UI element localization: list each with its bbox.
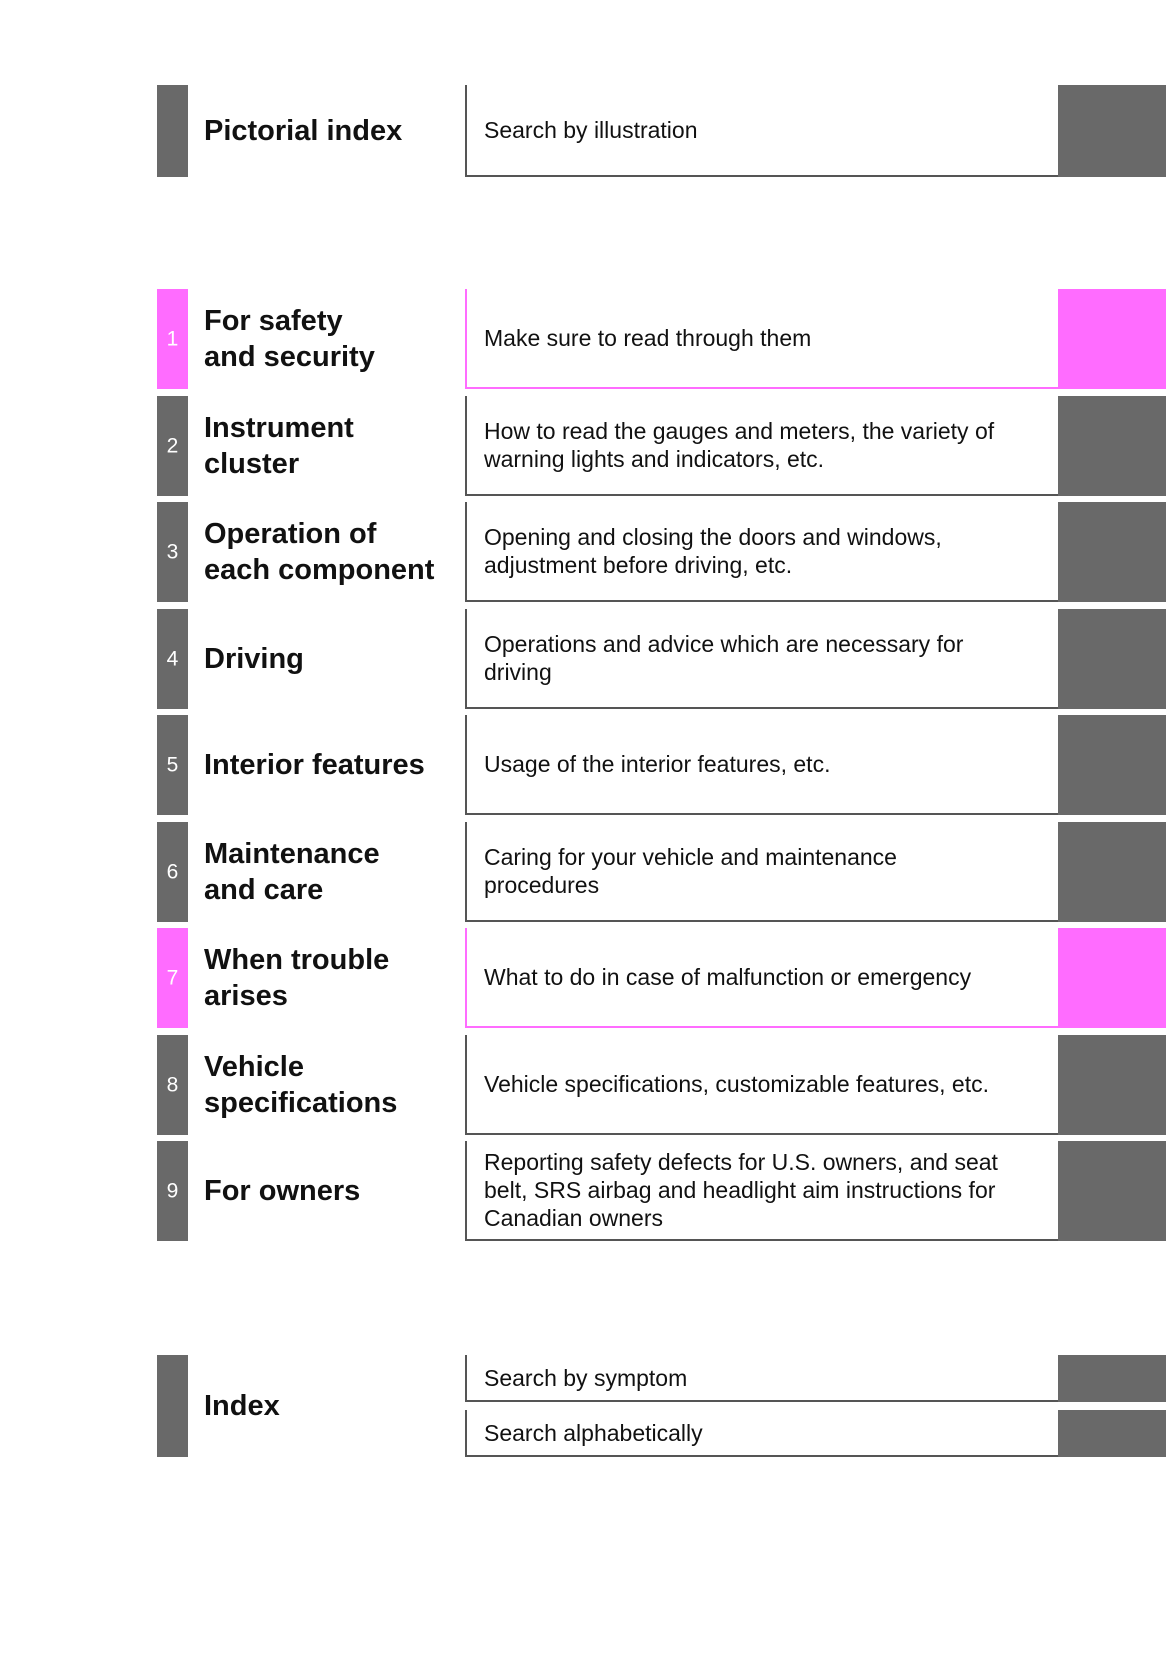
chapter-9-title: For owners (204, 1175, 361, 1207)
pictorial-index-row[interactable] (157, 85, 1166, 177)
pictorial-index-tab[interactable] (1058, 85, 1166, 177)
index-search-symptom-tab[interactable] (1058, 1355, 1166, 1402)
chapter-2-side-bar (157, 396, 188, 496)
chapter-3-side-bar (157, 502, 188, 602)
chapter-6-side-bar (157, 822, 188, 922)
chapter-5-description: Usage of the interior features, etc. (484, 751, 831, 777)
pictorial-index-description: Search by illustration (484, 117, 698, 143)
chapter-8-side-bar (157, 1035, 188, 1135)
chapter-1-description-box (465, 289, 1058, 389)
index-search-symptom-label: Search by symptom (484, 1364, 688, 1391)
chapter-6-tab[interactable] (1058, 822, 1166, 922)
chapter-9-description-box (465, 1141, 1058, 1241)
chapter-9-number: 9 (166, 1179, 179, 1203)
chapter-row-9[interactable] (157, 1141, 1166, 1241)
chapter-row-5[interactable] (157, 715, 1166, 815)
chapter-4-title: Driving (204, 643, 304, 675)
chapter-5-tab[interactable] (1058, 715, 1166, 815)
chapter-9-tab[interactable] (1058, 1141, 1166, 1241)
pictorial-index-description-box (465, 85, 1058, 177)
chapter-7-title: When trouble arises (204, 944, 390, 1012)
chapter-1-number: 1 (166, 327, 179, 351)
chapter-6-description-box (465, 822, 1058, 922)
chapter-9-description: Reporting safety defects for U.S. owners, and seat belt, SRS airbag and headlight aim instructions for Canadian owners (484, 1149, 998, 1231)
chapter-3-tab[interactable] (1058, 502, 1166, 602)
index-row (157, 1355, 1166, 1457)
chapter-row-8[interactable] (157, 1035, 1166, 1135)
chapter-8-description-box (465, 1035, 1058, 1135)
chapter-7-description-box (465, 928, 1058, 1028)
chapter-7-number: 7 (166, 966, 179, 990)
chapter-3-number: 3 (166, 540, 179, 564)
chapter-3-title: Operation of each component (204, 518, 435, 586)
chapter-5-side-bar (157, 715, 188, 815)
chapter-8-number: 8 (166, 1073, 179, 1097)
index-search-symptom-box (465, 1355, 1058, 1402)
chapter-8-tab[interactable] (1058, 1035, 1166, 1135)
chapter-7-tab[interactable] (1058, 928, 1166, 1028)
chapter-2-description-box (465, 396, 1058, 496)
index-search-alphabetical-label: Search alphabetically (484, 1419, 703, 1446)
chapter-4-description-box (465, 609, 1058, 709)
chapter-5-description-box (465, 715, 1058, 815)
chapter-row-1[interactable] (157, 289, 1166, 389)
index-search-symptom-row[interactable] (465, 1355, 1166, 1402)
chapter-5-title: Interior features (204, 749, 425, 781)
pictorial-index-side-bar (157, 85, 188, 177)
chapter-2-description: How to read the gauges and meters, the variety of warning lights and indicators, etc. (484, 418, 995, 472)
index-search-alphabetical-row[interactable] (465, 1410, 1166, 1457)
chapter-2-title: Instrument cluster (204, 412, 354, 480)
chapter-1-tab[interactable] (1058, 289, 1166, 389)
chapter-row-6[interactable] (157, 822, 1166, 922)
chapter-1-title: For safety and security (204, 305, 375, 373)
chapter-row-4[interactable] (157, 609, 1166, 709)
chapter-row-3[interactable] (157, 502, 1166, 602)
chapter-6-description: Caring for your vehicle and maintenance procedures (484, 844, 897, 898)
pictorial-index-title: Pictorial index (204, 115, 403, 147)
chapter-6-title: Maintenance and care (204, 838, 380, 906)
index-search-alphabetical-box (465, 1410, 1058, 1457)
chapter-4-side-bar (157, 609, 188, 709)
chapter-row-7[interactable] (157, 928, 1166, 1028)
chapter-5-number: 5 (166, 753, 179, 777)
chapter-8-description: Vehicle specifications, customizable features, etc. (484, 1071, 989, 1097)
chapter-4-number: 4 (166, 647, 179, 671)
index-title: Index (204, 1390, 280, 1422)
chapter-2-tab[interactable] (1058, 396, 1166, 496)
chapter-row-2[interactable] (157, 396, 1166, 496)
chapter-8-title: Vehicle specifications (204, 1051, 398, 1119)
index-search-alphabetical-tab[interactable] (1058, 1410, 1166, 1457)
chapter-1-description: Make sure to read through them (484, 325, 812, 351)
chapter-4-tab[interactable] (1058, 609, 1166, 709)
chapter-9-side-bar (157, 1141, 188, 1241)
chapter-2-number: 2 (166, 434, 179, 458)
chapter-1-side-bar (157, 289, 188, 389)
chapter-4-description: Operations and advice which are necessary for driving (484, 631, 964, 685)
chapter-7-side-bar (157, 928, 188, 1028)
chapter-6-number: 6 (166, 860, 179, 884)
chapter-3-description: Opening and closing the doors and windows, adjustment before driving, etc. (484, 524, 942, 578)
chapter-3-description-box (465, 502, 1058, 602)
chapter-7-description: What to do in case of malfunction or emergency (484, 964, 972, 990)
index-side-bar (157, 1355, 188, 1457)
